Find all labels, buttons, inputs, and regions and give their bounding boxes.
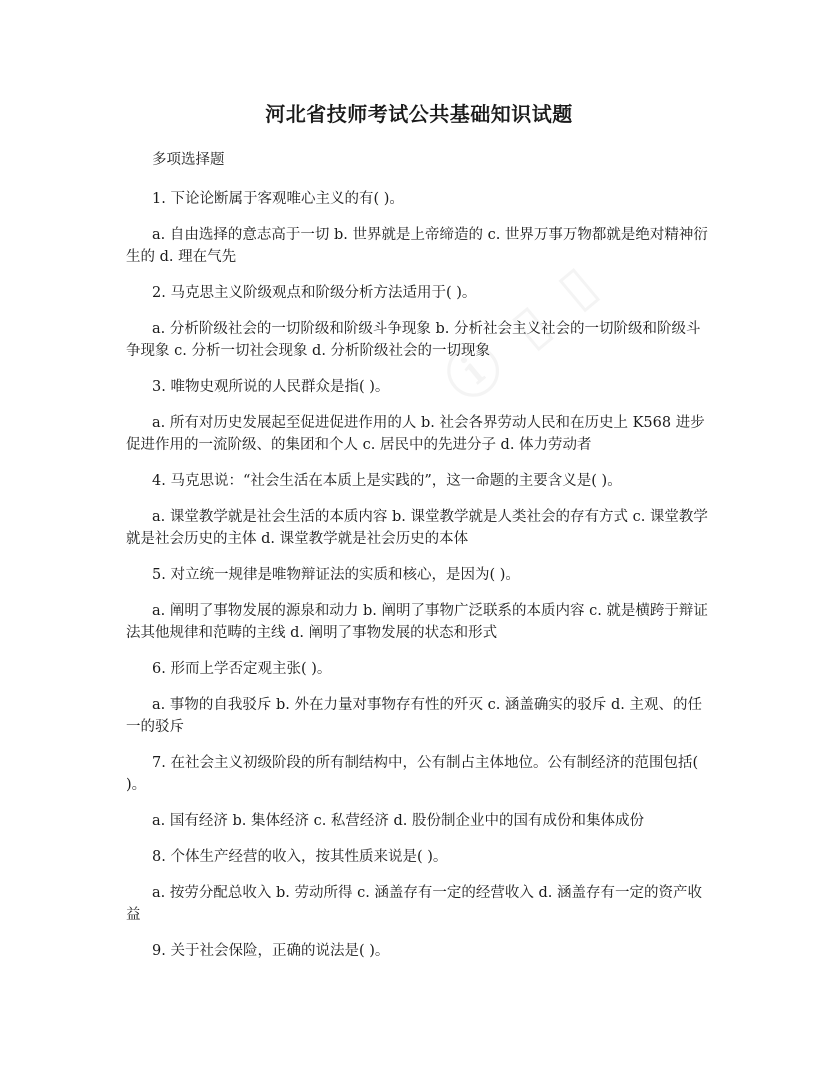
question-block-2: [126, 282, 712, 362]
question-text: 7. 在社会主义初级阶段的所有制结构中，公有制占主体地位。公有制经济的范围包括( )。: [126, 755, 699, 793]
question-text: 4. 马克思说：“社会生活在本质上是实践的”，这一命题的主要含义是( )。: [152, 473, 622, 489]
question-options: a. 国有经济 b. 集体经济 c. 私营经济 d. 股份制企业中的国有成份和集体成份: [152, 813, 645, 829]
question-options: a. 阐明了事物发展的源泉和动力 b. 阐明了事物广泛联系的本质内容 c. 就是横跨于辩证法其他规律和范畴的主线 d. 阐明了事物发展的状态和形式: [126, 603, 708, 641]
question-block-9: [126, 940, 712, 962]
question-block-8: [126, 846, 712, 926]
question-text: 5. 对立统一规律是唯物辩证法的实质和核心，是因为( )。: [152, 567, 520, 583]
question-text: 2. 马克思主义阶级观点和阶级分析方法适用于( )。: [152, 285, 477, 301]
question-text: 9. 关于社会保险，正确的说法是( )。: [152, 943, 390, 959]
question-text: 3. 唯物史观所说的人民群众是指( )。: [152, 379, 390, 395]
document-title: 河北省技师考试公共基础知识试题: [265, 102, 573, 126]
question-block-1: [126, 188, 712, 268]
question-options: a. 按劳分配总收入 b. 劳动所得 c. 涵盖存有一定的经营收入 d. 涵盖存有一定的资产收益: [126, 885, 703, 923]
question-text: 8. 个体生产经营的收入，按其性质来说是( )。: [152, 849, 448, 865]
question-block-3: [126, 376, 712, 456]
question-text: 6. 形而上学否定观主张( )。: [152, 661, 332, 677]
section-heading: 多项选择题: [152, 152, 225, 168]
question-options: a. 分析阶级社会的一切阶级和阶级斗争现象 b. 分析社会主义社会的一切阶级和阶级斗争现象 c. 分析一切社会现象 d. 分析阶级社会的一切现象: [126, 321, 701, 359]
question-options: a. 事物的自我驳斥 b. 外在力量对事物存有性的歼灭 c. 涵盖确实的驳斥 d. 主观、的任一的驳斥: [126, 697, 703, 735]
question-block-4: [126, 470, 712, 550]
question-text: 1. 下论论断属于客观唯心主义的有( )。: [152, 191, 404, 207]
question-block-6: [126, 658, 712, 738]
question-block-5: [126, 564, 712, 644]
question-options: a. 所有对历史发展起至促进促进作用的人 b. 社会各界劳动人民和在历史上 K568 进步促进作用的一流阶级、的集团和个人 c. 居民中的先进分子 d. 体力劳动者: [126, 415, 705, 453]
question-block-7: [126, 752, 712, 832]
question-options: a. 课堂教学就是社会生活的本质内容 b. 课堂教学就是人类社会的存有方式 c. 课堂教学就是社会历史的主体 d. 课堂教学就是社会历史的本体: [126, 509, 708, 547]
question-options: a. 自由选择的意志高于一切 b. 世界就是上帝缔造的 c. 世界万事万物都就是绝对精神衍生的 d. 理在气先: [126, 227, 708, 265]
